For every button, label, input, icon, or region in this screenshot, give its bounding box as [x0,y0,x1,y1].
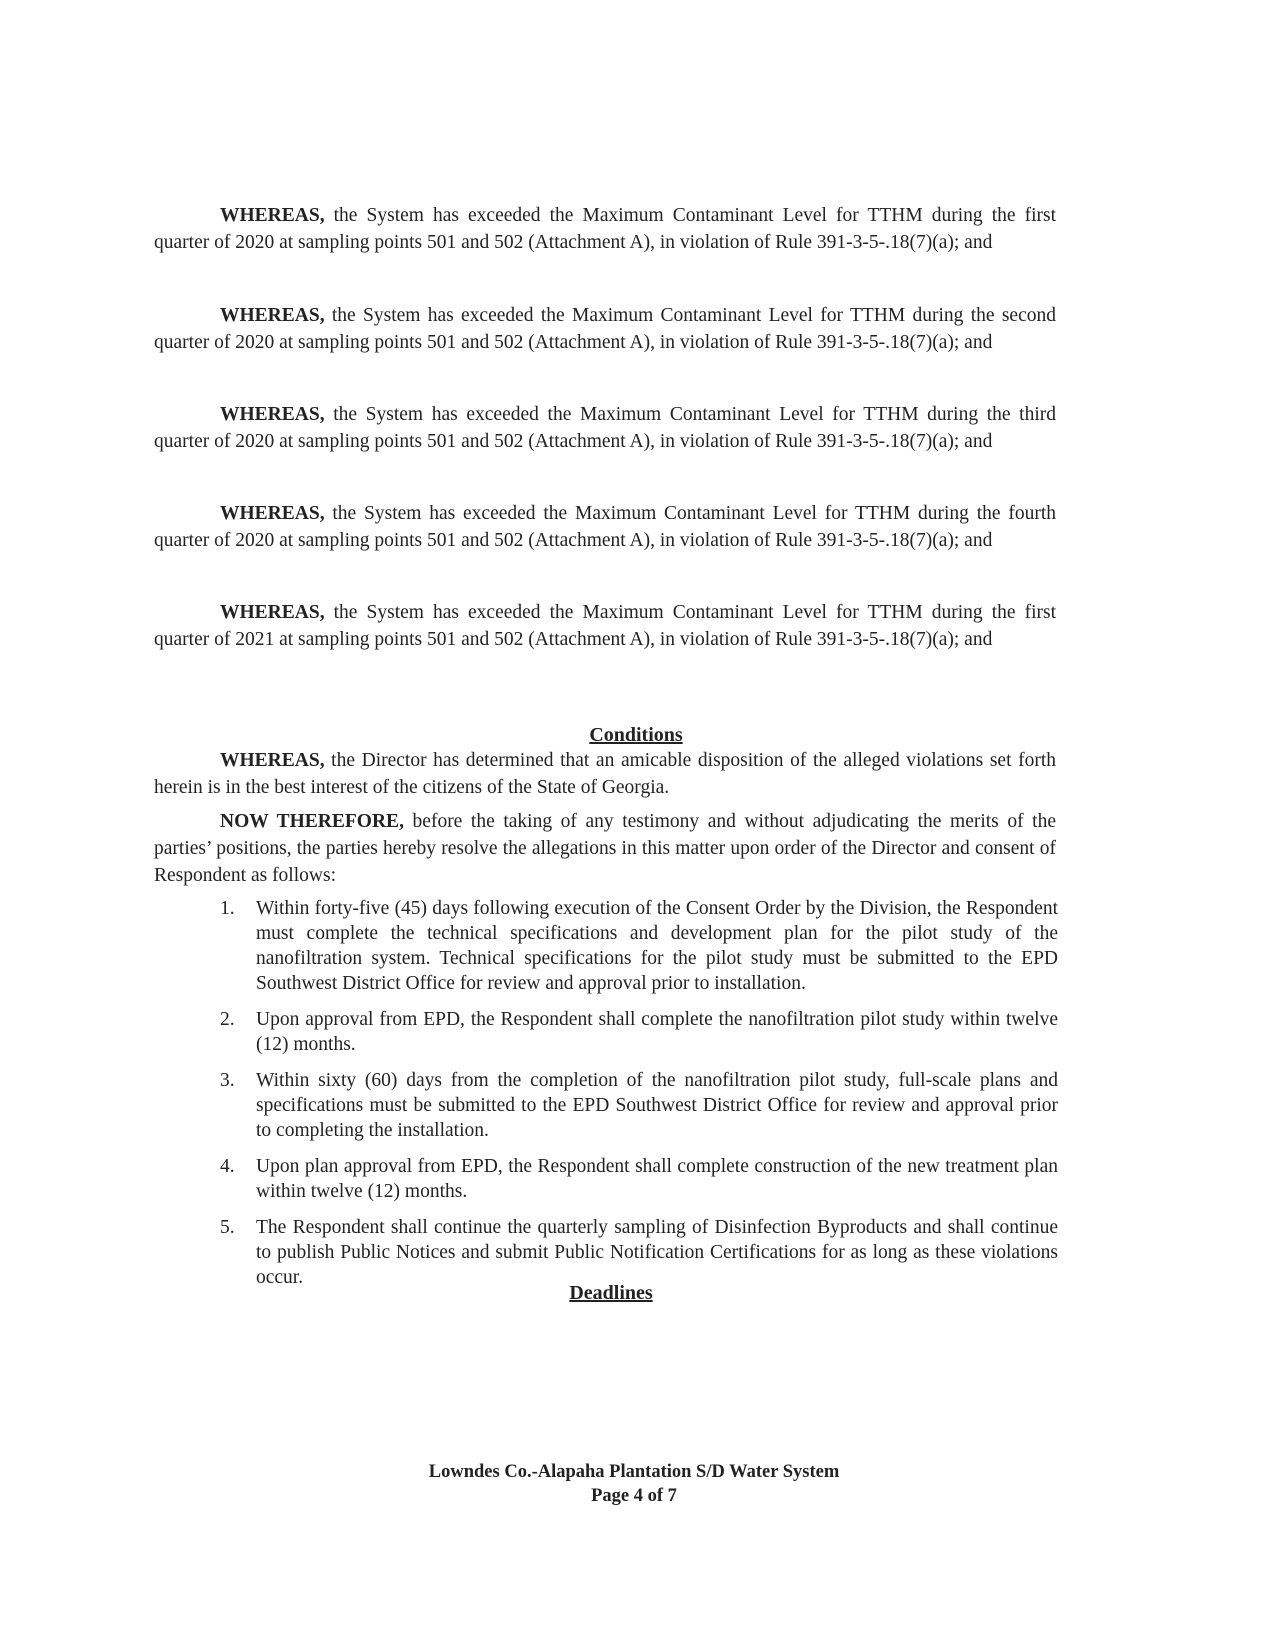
conditions-paragraph-1 [154,747,1056,801]
page-number: Page 4 of 7 [591,1486,677,1506]
deadlines-heading: Deadlines [569,1282,653,1304]
conditions-heading: Conditions [589,724,683,746]
whereas-paragraph-5 [154,599,1056,653]
item-text: The Respondent shall continue the quarterly sampling of Disinfection Byproducts and shall continue to publish Public Notices and submit Public Notification Certifications for as long as these violations occur. [256,1217,1058,1288]
lead: NOW THEREFORE, [220,811,404,832]
paragraph-text: the System has exceeded the Maximum Contaminant Level for TTHM during the first quarter of 2020 at sampling points 501 and 502 (Attachment A), in violation of Rule 391-3-5-.18(7)(a); and [154,205,1056,253]
page-footer [154,1460,1114,1508]
paragraph-text: the System has exceeded the Maximum Contaminant Level for TTHM during the second quarter of 2020 at sampling points 501 and 502 (Attachment A), in violation of Rule 391-3-5-.18(7)(a); and [154,305,1056,353]
item-number: 2. [220,1009,235,1030]
whereas-paragraph-2 [154,302,1056,356]
list-item [220,1215,1058,1290]
lead: WHEREAS, [220,503,325,524]
item-number: 1. [220,898,235,919]
lead: WHEREAS, [220,305,325,326]
paragraph-text: the System has exceeded the Maximum Contaminant Level for TTHM during the fourth quarter of 2020 at sampling points 501 and 502 (Attachment A), in violation of Rule 391-3-5-.18(7)(a); and [154,503,1056,551]
whereas-paragraph-4 [154,500,1056,554]
item-number: 3. [220,1070,235,1091]
paragraph-text: the Director has determined that an amicable disposition of the alleged violations set forth herein is in the best interest of the citizens of the State of Georgia. [154,750,1056,798]
list-item [220,1068,1058,1143]
item-number: 4. [220,1156,235,1177]
list-item [220,1007,1058,1057]
whereas-paragraph-1 [154,202,1056,256]
paragraph-text: the System has exceeded the Maximum Contaminant Level for TTHM during the first quarter of 2021 at sampling points 501 and 502 (Attachment A), in violation of Rule 391-3-5-.18(7)(a); and [154,602,1056,650]
lead: WHEREAS, [220,602,325,623]
list-item [220,896,1058,996]
paragraph-text: the System has exceeded the Maximum Contaminant Level for TTHM during the third quarter of 2020 at sampling points 501 and 502 (Attachment A), in violation of Rule 391-3-5-.18(7)(a); and [154,404,1056,452]
lead: WHEREAS, [220,750,325,771]
footer-title: Lowndes Co.-Alapaha Plantation S/D Water System [428,1462,840,1482]
item-text: Within forty-five (45) days following execution of the Consent Order by the Division, the Respondent must complete the technical specifications and development plan for the pilot study of the nanofiltration system. Technical specifications for the pilot study must be submitted to the EPD Southwest District Office for review and approval prior to installation. [256,898,1058,994]
item-text: Upon approval from EPD, the Respondent shall complete the nanofiltration pilot study within twelve (12) months. [256,1009,1058,1055]
list-item [220,1154,1058,1204]
whereas-paragraph-3 [154,401,1056,455]
item-text: Upon plan approval from EPD, the Respondent shall complete construction of the new treatment plan within twelve (12) months. [256,1156,1058,1202]
lead: WHEREAS, [220,404,325,425]
item-number: 5. [220,1217,235,1238]
lead: WHEREAS, [220,205,325,226]
conditions-paragraph-2 [154,808,1056,889]
paragraph-text: before the taking of any testimony and without adjudicating the merits of the parties’ positions, the parties hereby resolve the allegations in this matter upon order of the Director and consent of Respondent as follows: [154,811,1057,886]
item-text: Within sixty (60) days from the completion of the nanofiltration pilot study, full-scale plans and specifications must be submitted to the EPD Southwest District Office for review and approval prior to completing the installation. [256,1070,1058,1141]
conditions-list [220,896,1058,1290]
